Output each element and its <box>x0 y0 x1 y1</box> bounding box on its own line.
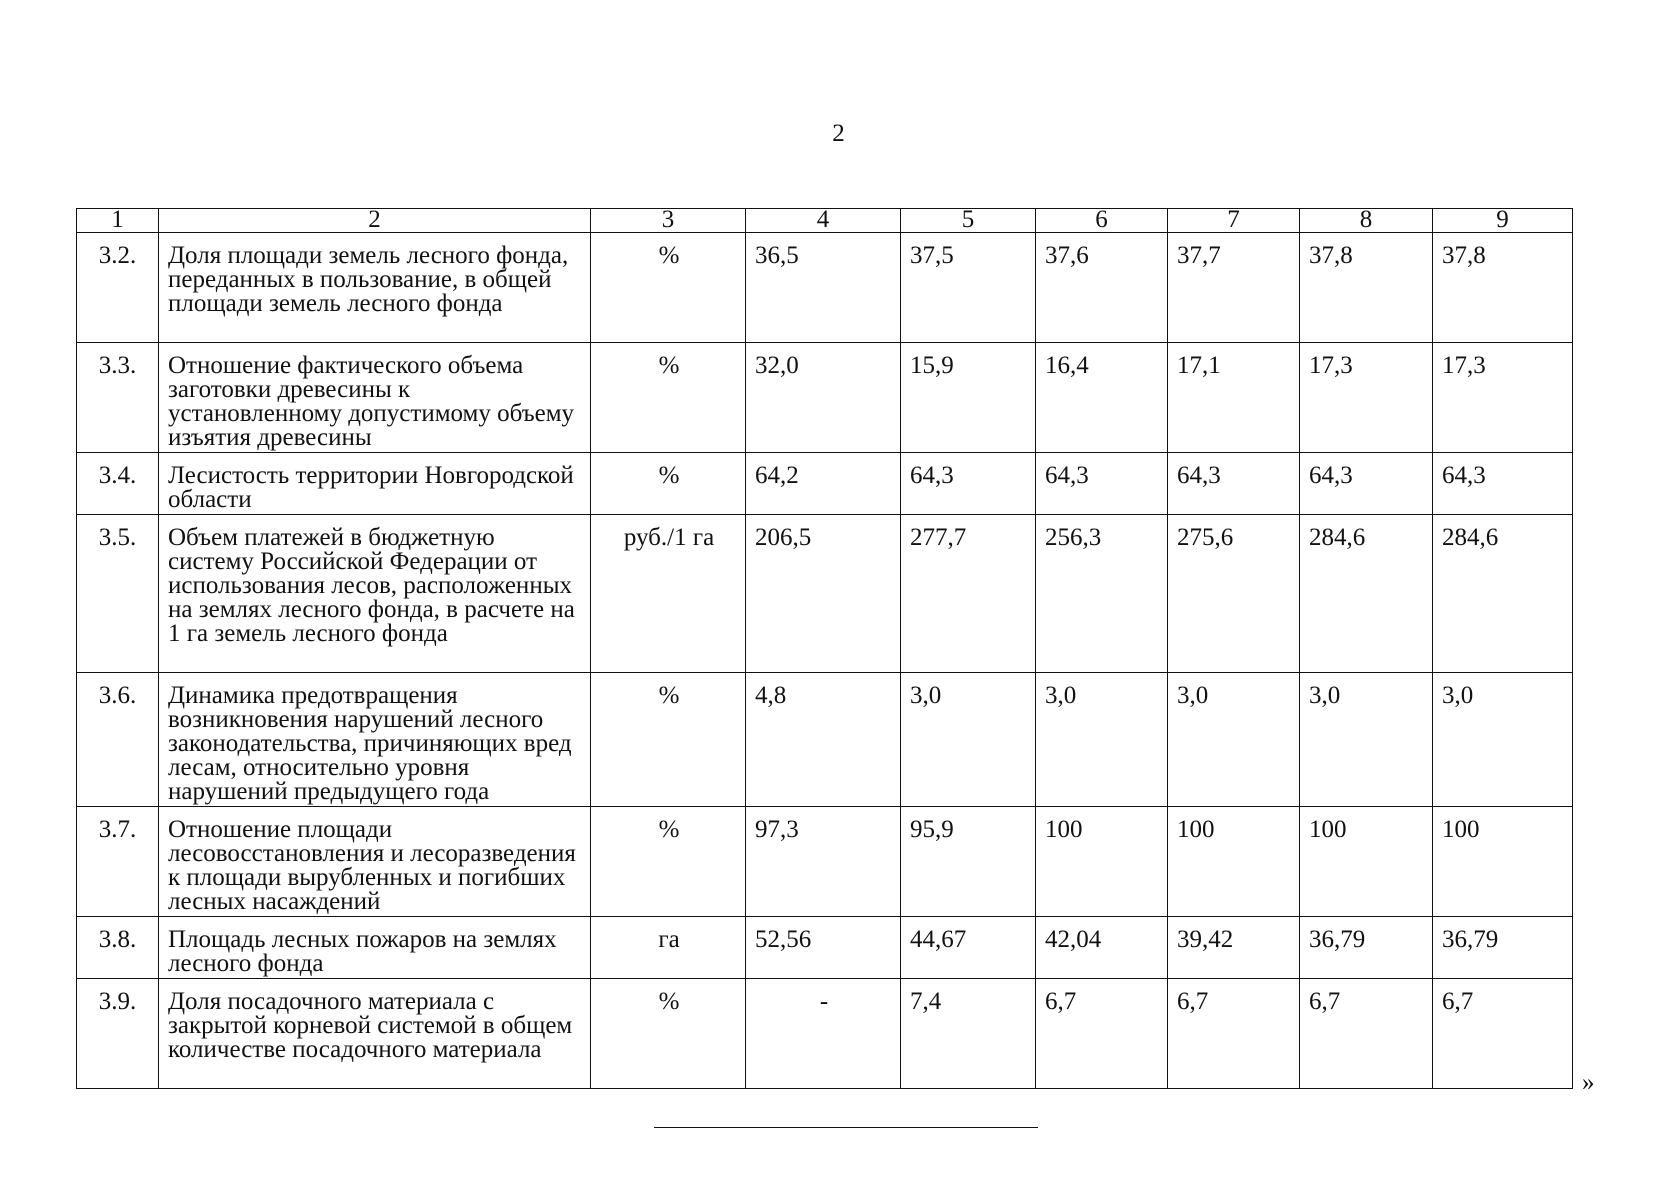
column-number: 1 <box>77 209 159 233</box>
column-number-row <box>77 209 1573 233</box>
value-cell: 37,7 <box>1168 233 1300 343</box>
value-cell: 36,5 <box>746 233 901 343</box>
value-cell: 42,04 <box>1036 917 1168 979</box>
value-cell: 6,7 <box>1168 979 1300 1089</box>
footer-rule <box>654 1127 1038 1128</box>
value-cell: 37,5 <box>901 233 1036 343</box>
value-cell: 64,3 <box>1168 453 1300 515</box>
table-row <box>77 917 1573 979</box>
value-cell: 15,9 <box>901 343 1036 453</box>
value-cell: 100 <box>1036 807 1168 917</box>
table-row <box>77 673 1573 807</box>
unit: % <box>591 807 746 917</box>
value-cell: - <box>746 979 901 1089</box>
row-number: 3.9. <box>77 979 159 1089</box>
value-cell: 4,8 <box>746 673 901 807</box>
table-row <box>77 343 1573 453</box>
indicator-name: Отношение площади лесовосстановления и лесоразведения к площади вырубленных и погибших лесных насаждений <box>159 807 591 917</box>
row-number: 3.7. <box>77 807 159 917</box>
value-cell: 17,1 <box>1168 343 1300 453</box>
unit: га <box>591 917 746 979</box>
column-number: 4 <box>746 209 901 233</box>
row-number: 3.5. <box>77 515 159 673</box>
table-row <box>77 515 1573 673</box>
table-row <box>77 807 1573 917</box>
indicator-name: Динамика предотвращения возникновения нарушений лесного законодательства, причиняющих вред лесам, относительно уровня нарушений предыдущего года <box>159 673 591 807</box>
column-number: 7 <box>1168 209 1300 233</box>
value-cell: 100 <box>1168 807 1300 917</box>
unit: руб./1 га <box>591 515 746 673</box>
table-row <box>77 453 1573 515</box>
unit: % <box>591 979 746 1089</box>
indicator-name: Доля площади земель лесного фонда, переданных в пользование, в общей площади земель лесного фонда <box>159 233 591 343</box>
value-cell: 100 <box>1300 807 1433 917</box>
value-cell: 206,5 <box>746 515 901 673</box>
value-cell: 3,0 <box>1433 673 1573 807</box>
indicator-name: Доля посадочного материала с закрытой корневой системой в общем количестве посадочного материала <box>159 979 591 1089</box>
value-cell: 64,2 <box>746 453 901 515</box>
row-number: 3.2. <box>77 233 159 343</box>
row-number: 3.8. <box>77 917 159 979</box>
value-cell: 17,3 <box>1433 343 1573 453</box>
value-cell: 6,7 <box>1036 979 1168 1089</box>
value-cell: 6,7 <box>1300 979 1433 1089</box>
indicator-name: Отношение фактического объема заготовки древесины к установленному допустимому объему изъятия древесины <box>159 343 591 453</box>
value-cell: 16,4 <box>1036 343 1168 453</box>
row-number: 3.3. <box>77 343 159 453</box>
value-cell: 284,6 <box>1300 515 1433 673</box>
table-row <box>77 233 1573 343</box>
value-cell: 17,3 <box>1300 343 1433 453</box>
value-cell: 64,3 <box>1300 453 1433 515</box>
value-cell: 7,4 <box>901 979 1036 1089</box>
indicators-table <box>76 208 1573 1089</box>
value-cell: 37,8 <box>1433 233 1573 343</box>
column-number: 8 <box>1300 209 1433 233</box>
value-cell: 37,6 <box>1036 233 1168 343</box>
value-cell: 32,0 <box>746 343 901 453</box>
value-cell: 6,7 <box>1433 979 1573 1089</box>
row-number: 3.4. <box>77 453 159 515</box>
indicator-name: Лесистость территории Новгородской области <box>159 453 591 515</box>
value-cell: 39,42 <box>1168 917 1300 979</box>
value-cell: 3,0 <box>1300 673 1433 807</box>
unit: % <box>591 233 746 343</box>
unit: % <box>591 343 746 453</box>
value-cell: 64,3 <box>1036 453 1168 515</box>
page-number: 2 <box>832 120 845 147</box>
indicator-name: Площадь лесных пожаров на землях лесного фонда <box>159 917 591 979</box>
column-number: 9 <box>1433 209 1573 233</box>
value-cell: 100 <box>1433 807 1573 917</box>
value-cell: 44,67 <box>901 917 1036 979</box>
unit: % <box>591 453 746 515</box>
table-row <box>77 979 1573 1089</box>
value-cell: 256,3 <box>1036 515 1168 673</box>
value-cell: 64,3 <box>901 453 1036 515</box>
value-cell: 97,3 <box>746 807 901 917</box>
column-number: 2 <box>159 209 591 233</box>
column-number: 3 <box>591 209 746 233</box>
value-cell: 95,9 <box>901 807 1036 917</box>
value-cell: 37,8 <box>1300 233 1433 343</box>
indicator-name: Объем платежей в бюджетную систему Российской Федерации от использования лесов, расположенных на землях лесного фонда, в расчете на 1 га земель лесного фонда <box>159 515 591 673</box>
value-cell: 36,79 <box>1433 917 1573 979</box>
value-cell: 36,79 <box>1300 917 1433 979</box>
column-number: 5 <box>901 209 1036 233</box>
unit: % <box>591 673 746 807</box>
value-cell: 52,56 <box>746 917 901 979</box>
value-cell: 275,6 <box>1168 515 1300 673</box>
value-cell: 3,0 <box>1168 673 1300 807</box>
column-number: 6 <box>1036 209 1168 233</box>
row-number: 3.6. <box>77 673 159 807</box>
closing-quote: » <box>1582 1069 1595 1096</box>
value-cell: 3,0 <box>1036 673 1168 807</box>
value-cell: 64,3 <box>1433 453 1573 515</box>
value-cell: 284,6 <box>1433 515 1573 673</box>
value-cell: 277,7 <box>901 515 1036 673</box>
value-cell: 3,0 <box>901 673 1036 807</box>
